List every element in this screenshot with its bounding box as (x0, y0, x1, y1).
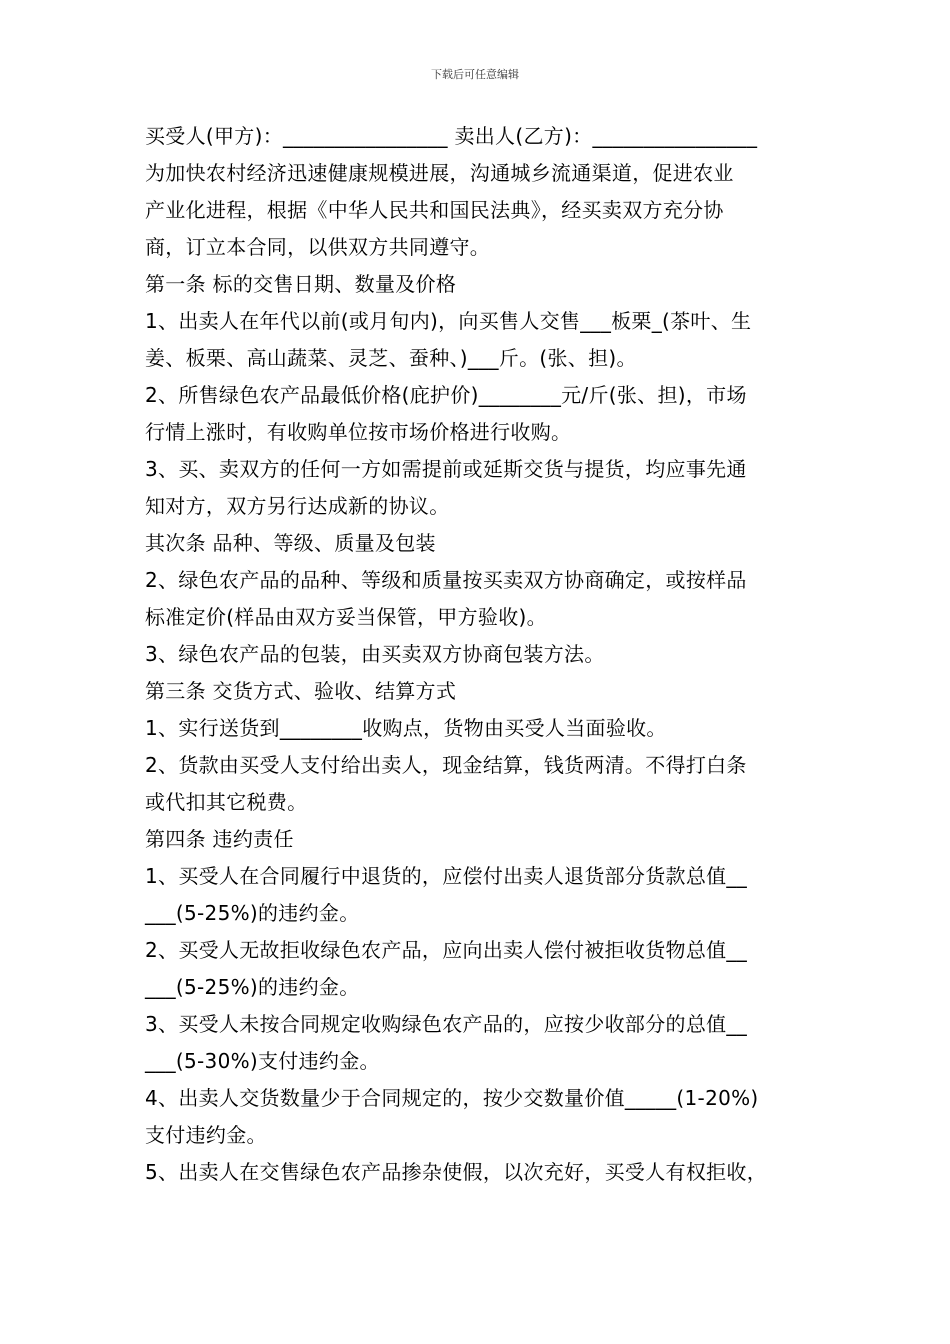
article-3-heading: 第三条 交货方式、验收、结算方式 (145, 679, 457, 703)
contract-line: 3、买、卖双方的任何一方如需提前或延斯交货与提货，均应事先通 (145, 457, 747, 481)
contract-line-parties: 买受人(甲方)：________________ 卖出人(乙方)：________________ (145, 124, 758, 148)
contract-body (145, 118, 825, 1191)
contract-line: 行情上涨时，有收购单位按市场价格进行收购。 (145, 420, 572, 444)
contract-line: 5、出卖人在交售绿色农产品掺杂使假，以次充好，买受人有权拒收， (145, 1160, 768, 1184)
contract-line: ___(5-25%)的违约金。 (145, 901, 360, 925)
contract-line: 2、买受人无故拒收绿色农产品，应向出卖人偿付被拒收货物总值__ (145, 938, 748, 962)
contract-line: 商，订立本合同，以供双方共同遵守。 (145, 235, 491, 259)
contract-line: ___(5-25%)的违约金。 (145, 975, 360, 999)
contract-line: ___(5-30%)支付违约金。 (145, 1049, 380, 1073)
contract-line: 1、实行送货到________收购点，货物由买受人当面验收。 (145, 716, 667, 740)
contract-line: 标准定价(样品由双方妥当保管，甲方验收)。 (145, 605, 547, 629)
contract-line: 姜、板栗、高山蔬菜、灵芝、蚕种、)___斤。(张、担)。 (145, 346, 637, 370)
contract-line: 1、出卖人在年代以前(或月旬内)，向买售人交售___板栗_(茶叶、生 (145, 309, 752, 333)
contract-line: 为加快农村经济迅速健康规模进展，沟通城乡流通渠道，促进农业 (145, 161, 734, 185)
article-4-heading: 第四条 违约责任 (145, 827, 294, 851)
contract-line: 3、绿色农产品的包装，由买卖双方协商包装方法。 (145, 642, 605, 666)
contract-line: 2、货款由买受人支付给出卖人，现金结算，钱货两清。不得打白条 (145, 753, 747, 777)
contract-line: 2、绿色农产品的品种、等级和质量按买卖双方协商确定，或按样品 (145, 568, 747, 592)
contract-line: 支付违约金。 (145, 1123, 267, 1147)
contract-line: 1、买受人在合同履行中退货的，应偿付出卖人退货部分货款总值__ (145, 864, 748, 888)
article-1-heading: 第一条 标的交售日期、数量及价格 (145, 272, 457, 296)
contract-line: 知对方，双方另行达成新的协议。 (145, 494, 450, 518)
contract-line: 产业化进程，根据《中华人民共和国民法典》，经买卖双方充分协 (145, 198, 724, 222)
article-2-heading: 其次条 品种、等级、质量及包装 (145, 531, 436, 555)
contract-line: 3、买受人未按合同规定收购绿色农产品的，应按少收部分的总值__ (145, 1012, 748, 1036)
contract-line: 4、出卖人交货数量少于合同规定的，按少交数量价值_____(1-20%) (145, 1086, 759, 1110)
contract-line: 2、所售绿色农产品最低价格(庇护价)________元/斤(张、担)，市场 (145, 383, 747, 407)
contract-line: 或代扣其它税费。 (145, 790, 308, 814)
page-header-note: 下载后可任意编辑 (431, 68, 519, 81)
